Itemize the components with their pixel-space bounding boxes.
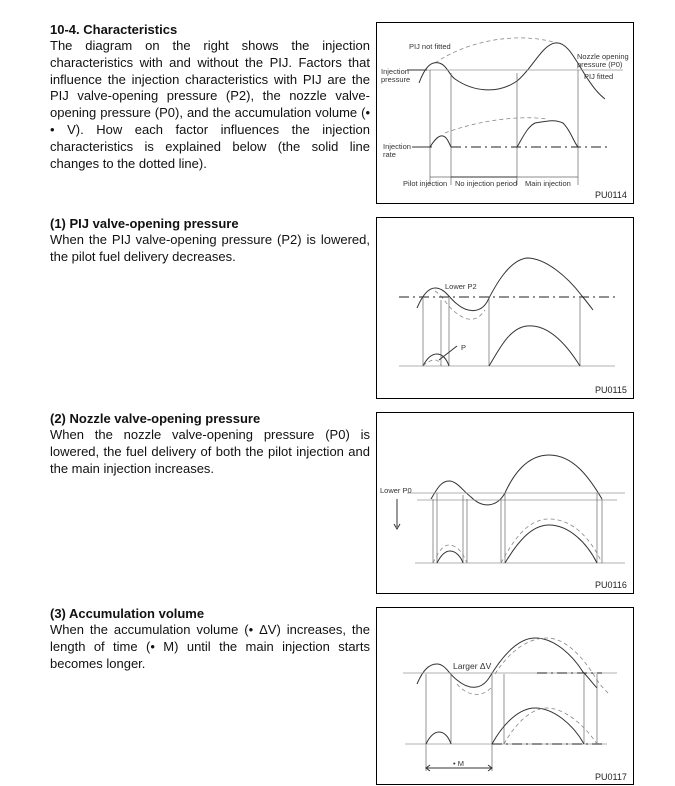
label-no-injection-period: No injection period (455, 179, 518, 188)
label-m: • M (453, 759, 464, 768)
figure-id: PU0114 (595, 190, 627, 200)
figure-pu0117 (376, 607, 634, 785)
section-body: The diagram on the right shows the injection characteristics with and without the PIJ. Factors that influence the injection characteristics with PIJ are the PIJ valve-opening pressure (P2), the nozzle valve-opening pressure (P0), and the accumulation volume (• • V). How each factor influences the injection characteristics is explained below (the solid line changes to the dotted line). (50, 38, 370, 171)
main-injection-curve (492, 708, 584, 744)
larger-volume-pressure-curve (495, 638, 609, 694)
label-larger-dv: Larger ΔV (453, 661, 492, 671)
pilot-injection-curve (426, 732, 451, 744)
section-heading: (2) Nozzle valve-opening pressure (50, 411, 261, 426)
label-pij-fitted: PIJ fitted (584, 72, 614, 81)
larger-volume-low-curve (457, 684, 491, 694)
figure-pu0115 (376, 217, 634, 399)
nozzle-pressure-diagram (377, 413, 633, 593)
label-nozzle-opening-pressure: pressure (P0) (577, 60, 623, 69)
figure-pu0116 (376, 412, 634, 594)
label-injection-pressure: Injection (381, 67, 409, 76)
section-heading: 10-4. Characteristics (50, 22, 178, 37)
main-injection-curve (505, 525, 597, 563)
label-nozzle-opening: Nozzle opening (577, 52, 629, 61)
pilot-injection-curve (437, 551, 463, 563)
figure-id: PU0117 (595, 772, 627, 782)
intro-section (50, 22, 370, 172)
section-body: When the accumulation volume (• ΔV) increases, the length of time (• M) until the main injection starts becomes longer. (50, 622, 370, 671)
label-injection-pressure-2: pressure (381, 75, 411, 84)
section-accumulation-volume (50, 606, 370, 672)
figure-id: PU0116 (595, 580, 627, 590)
label-pij-not-fitted: PIJ not fitted (409, 42, 451, 51)
label-injection-rate-2: rate (383, 150, 396, 159)
injection-characteristics-diagram (377, 23, 633, 203)
pij-not-fitted-curve (435, 38, 557, 63)
figure-id: PU0115 (595, 385, 627, 395)
label-injection-rate: Injection (383, 142, 411, 151)
section-heading: (1) PIJ valve-opening pressure (50, 216, 239, 231)
pilot-injection-curve (430, 136, 451, 147)
label-lower-p2: Lower P2 (445, 282, 477, 291)
lowered-pressure-curve (435, 291, 485, 319)
injection-pressure-curve (417, 258, 593, 311)
injection-pressure-curve (417, 638, 597, 688)
main-injection-curve (489, 326, 580, 366)
figure-pu0114 (376, 22, 634, 204)
section-pij-pressure (50, 216, 370, 266)
label-main-injection: Main injection (525, 179, 571, 188)
label-p: P (461, 343, 467, 352)
label-pilot-injection: Pilot injection (403, 179, 448, 188)
pij-pressure-diagram (377, 218, 633, 398)
section-body: When the PIJ valve-opening pressure (P2) is lowered, the pilot fuel delivery decreases. (50, 232, 370, 264)
increased-main-curve (501, 519, 602, 563)
injection-pressure-curve (431, 455, 602, 505)
section-nozzle-pressure (50, 411, 370, 477)
label-lower-p0: Lower P0 (380, 486, 412, 495)
section-heading: (3) Accumulation volume (50, 606, 205, 621)
section-body: When the nozzle valve-opening pressure (P0) is lowered, the fuel delivery of both the pilot injection and the main injection increases. (50, 427, 370, 476)
main-injection-curve (517, 121, 578, 147)
pointer-line (439, 346, 457, 360)
accumulation-volume-diagram (377, 608, 633, 784)
